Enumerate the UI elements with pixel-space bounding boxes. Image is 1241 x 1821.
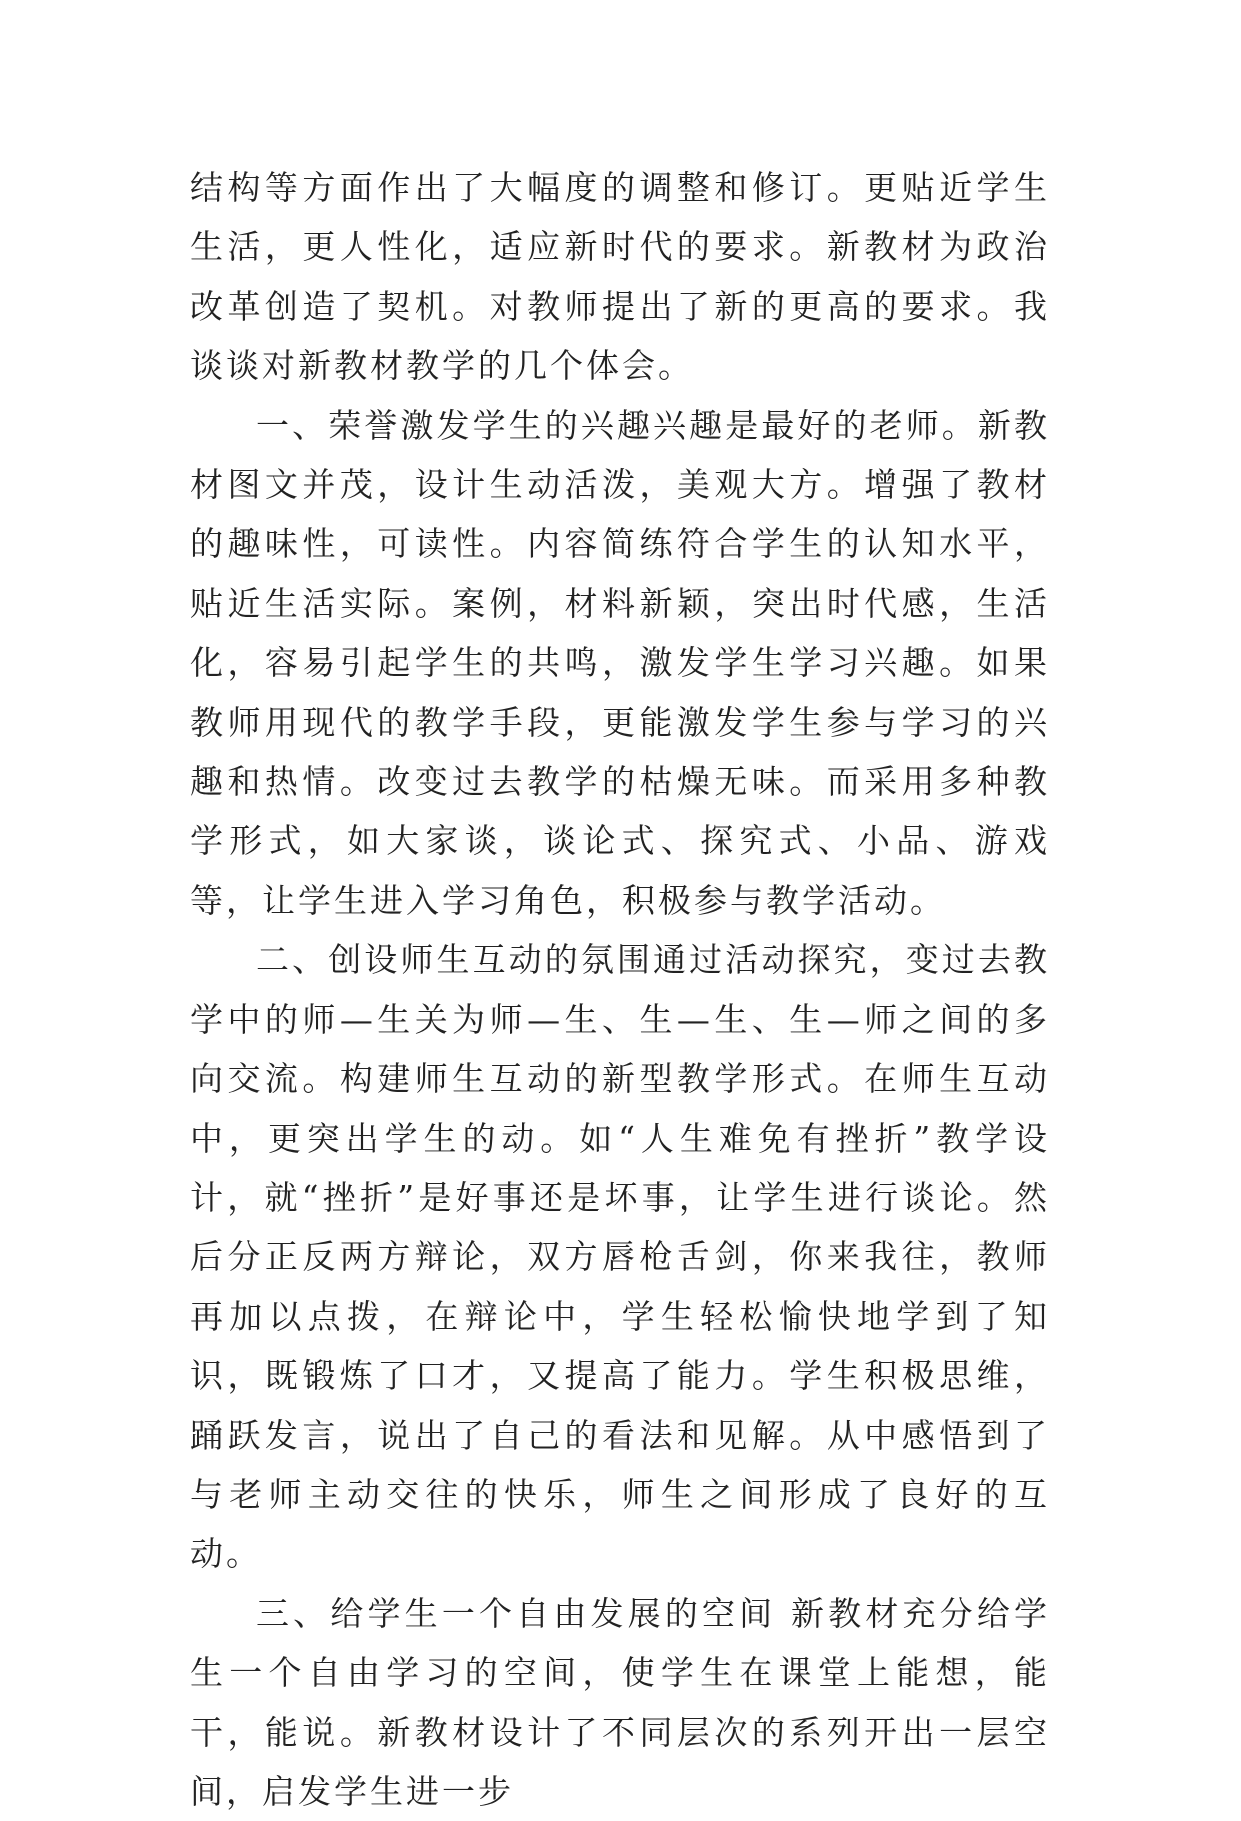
document-body bbox=[190, 158, 1050, 1821]
paragraph-section-2: 二、创设师生互动的氛围通过活动探究，变过去教学中的师—生关为师—生、生—生、生—师之间的多向交流。构建师生互动的新型教学形式。在师生互动中，更突出学生的动。如“人生难免有挫折”教学设计，就“挫折”是好事还是坏事，让学生进行谈论。然后分正反两方辩论，双方唇枪舌剑，你来我往，教师再加以点拨，在辩论中，学生轻松愉快地学到了知识，既锻炼了口才，又提高了能力。学生积极思维，踊跃发言，说出了自己的看法和见解。从中感悟到了与老师主动交往的快乐，师生之间形成了良好的互动。 bbox=[190, 940, 1050, 1574]
paragraph-continuation: 结构等方面作出了大幅度的调整和修订。更贴近学生生活，更人性化，适应新时代的要求。新教材为政治改革创造了契机。对教师提出了新的更高的要求。我谈谈对新教材教学的几个体会。 bbox=[190, 168, 1050, 386]
paragraph-section-1: 一、荣誉激发学生的兴趣兴趣是最好的老师。新教材图文并茂，设计生动活泼，美观大方。增强了教材的趣味性，可读性。内容简练符合学生的认知水平，贴近生活实际。案例，材料新颖，突出时代感，生活化，容易引起学生的共鸣，激发学生学习兴趣。如果教师用现代的教学手段，更能激发学生参与学习的兴趣和热情。改变过去教学的枯燥无味。而采用多种教学形式，如大家谈，谈论式、探究式、小品、游戏等，让学生进入学习角色，积极参与教学活动。 bbox=[190, 405, 1050, 920]
paragraph-section-3: 三、给学生一个自由发展的空间 新教材充分给学生一个自由学习的空间，使学生在课堂上能想，能干，能说。新教材设计了不同层次的系列开出一层空间，启发学生进一步 bbox=[190, 1593, 1050, 1811]
